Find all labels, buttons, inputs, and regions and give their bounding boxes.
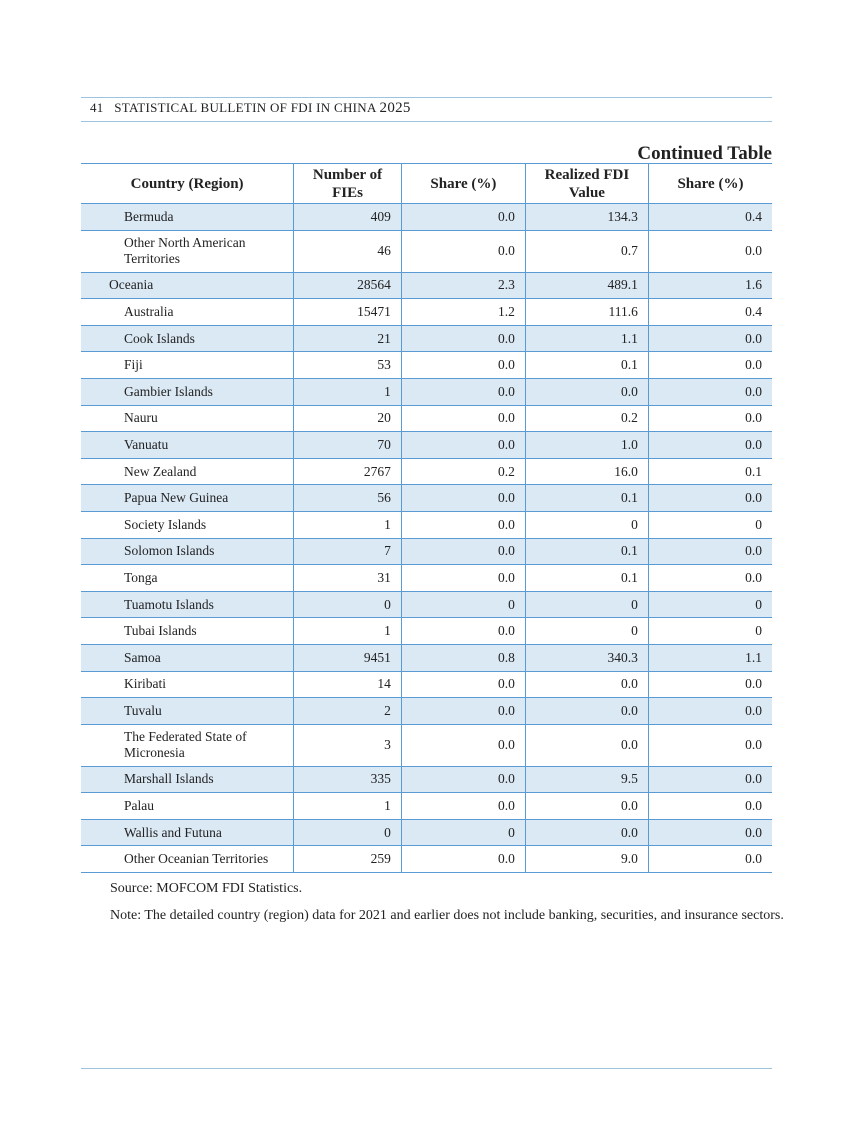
fies-cell: 7 — [294, 538, 402, 565]
country-cell: New Zealand — [81, 458, 294, 485]
fdi-value-cell: 489.1 — [525, 272, 648, 299]
fdi-share-cell: 1.1 — [648, 644, 772, 671]
fdi-share-cell: 0 — [648, 591, 772, 618]
fies-cell: 15471 — [294, 299, 402, 326]
fdi-value-cell: 1.1 — [525, 325, 648, 352]
fdi-share-cell: 0.0 — [648, 432, 772, 459]
fdi-value-cell: 0.0 — [525, 698, 648, 725]
fies-cell: 0 — [294, 819, 402, 846]
country-cell: Australia — [81, 299, 294, 326]
fies-share-cell: 0.0 — [401, 511, 525, 538]
fdi-value-cell: 1.0 — [525, 432, 648, 459]
table-row — [81, 485, 772, 512]
footer-rule — [81, 1068, 772, 1069]
fies-cell: 9451 — [294, 644, 402, 671]
fdi-share-cell: 0.4 — [648, 204, 772, 231]
table-row — [81, 405, 772, 432]
fies-cell: 31 — [294, 565, 402, 592]
fdi-share-cell: 0.0 — [648, 766, 772, 793]
fdi-share-cell: 0.0 — [648, 378, 772, 405]
fies-cell: 1 — [294, 511, 402, 538]
fdi-share-cell: 0.0 — [648, 724, 772, 766]
fdi-value-cell: 0.0 — [525, 793, 648, 820]
fies-cell: 335 — [294, 766, 402, 793]
publication-year: 2025 — [379, 100, 411, 116]
fies-share-cell: 1.2 — [401, 299, 525, 326]
col-share-fdi: Share (%) — [648, 164, 772, 204]
table-row — [81, 204, 772, 231]
fies-share-cell: 0.0 — [401, 352, 525, 379]
fdi-share-cell: 0.0 — [648, 565, 772, 592]
fies-share-cell: 0.8 — [401, 644, 525, 671]
col-country: Country (Region) — [81, 164, 294, 204]
fies-cell: 46 — [294, 230, 402, 272]
table-header-row — [81, 164, 772, 204]
col-fies: Number of FIEs — [294, 164, 402, 204]
fdi-value-cell: 0.0 — [525, 819, 648, 846]
country-cell: The Federated State of Micronesia — [81, 724, 294, 766]
fies-share-cell: 0.0 — [401, 793, 525, 820]
fies-cell: 1 — [294, 618, 402, 645]
fies-cell: 1 — [294, 793, 402, 820]
fies-share-cell: 0.0 — [401, 846, 525, 873]
header-rule-top — [81, 97, 772, 98]
table-row — [81, 793, 772, 820]
table-row — [81, 644, 772, 671]
fdi-value-cell: 0.1 — [525, 352, 648, 379]
table-row — [81, 766, 772, 793]
publication-title: STATISTICAL BULLETIN OF FDI IN CHINA — [114, 100, 376, 115]
fdi-value-cell: 0 — [525, 591, 648, 618]
fies-cell: 28564 — [294, 272, 402, 299]
fdi-value-cell: 9.5 — [525, 766, 648, 793]
fies-share-cell: 0.0 — [401, 618, 525, 645]
page-number: 41 — [90, 100, 104, 115]
country-cell: Other Oceanian Territories — [81, 846, 294, 873]
fies-cell: 21 — [294, 325, 402, 352]
fdi-value-cell: 111.6 — [525, 299, 648, 326]
fies-share-cell: 0.0 — [401, 485, 525, 512]
col-fdi-value: Realized FDI Value — [525, 164, 648, 204]
table-row — [81, 378, 772, 405]
table-row — [81, 230, 772, 272]
fdi-value-cell: 9.0 — [525, 846, 648, 873]
fdi-share-cell: 0.0 — [648, 793, 772, 820]
fies-share-cell: 0.0 — [401, 766, 525, 793]
fies-share-cell: 0.0 — [401, 230, 525, 272]
fdi-value-cell: 340.3 — [525, 644, 648, 671]
fdi-value-cell: 0.2 — [525, 405, 648, 432]
table-row — [81, 671, 772, 698]
fies-cell: 0 — [294, 591, 402, 618]
source-note: Source: MOFCOM FDI Statistics. — [110, 881, 303, 896]
fdi-value-cell: 0.0 — [525, 724, 648, 766]
fdi-share-cell: 0.0 — [648, 325, 772, 352]
fies-share-cell: 0.0 — [401, 405, 525, 432]
country-cell: Bermuda — [81, 204, 294, 231]
country-cell: Gambier Islands — [81, 378, 294, 405]
fies-share-cell: 0.0 — [401, 724, 525, 766]
fdi-share-cell: 0.0 — [648, 485, 772, 512]
table-row — [81, 591, 772, 618]
fies-share-cell: 0.0 — [401, 432, 525, 459]
country-cell: Oceania — [81, 272, 294, 299]
fies-cell: 2767 — [294, 458, 402, 485]
fies-share-cell: 0.0 — [401, 538, 525, 565]
fdi-share-cell: 0.0 — [648, 352, 772, 379]
fdi-value-cell: 0.0 — [525, 378, 648, 405]
fdi-share-cell: 0.0 — [648, 819, 772, 846]
table-row — [81, 565, 772, 592]
fies-cell: 259 — [294, 846, 402, 873]
country-cell: Other North American Territories — [81, 230, 294, 272]
fdi-value-cell: 0.7 — [525, 230, 648, 272]
table-row — [81, 352, 772, 379]
table-row — [81, 618, 772, 645]
fies-cell: 1 — [294, 378, 402, 405]
table-row — [81, 325, 772, 352]
fies-share-cell: 0.0 — [401, 565, 525, 592]
fdi-share-cell: 1.6 — [648, 272, 772, 299]
fies-cell: 2 — [294, 698, 402, 725]
country-cell: Tonga — [81, 565, 294, 592]
fdi-value-cell: 0.1 — [525, 538, 648, 565]
country-cell: Society Islands — [81, 511, 294, 538]
table-row — [81, 272, 772, 299]
country-cell: Tuvalu — [81, 698, 294, 725]
table-row — [81, 458, 772, 485]
fdi-share-cell: 0.0 — [648, 698, 772, 725]
fies-share-cell: 0 — [401, 819, 525, 846]
fdi-share-cell: 0.0 — [648, 671, 772, 698]
fies-cell: 56 — [294, 485, 402, 512]
country-cell: Kiribati — [81, 671, 294, 698]
table-caption: Continued Table — [637, 143, 772, 164]
header-rule-bottom — [81, 121, 772, 122]
fdi-share-cell: 0.0 — [648, 846, 772, 873]
fies-cell: 53 — [294, 352, 402, 379]
country-cell: Fiji — [81, 352, 294, 379]
country-cell: Tubai Islands — [81, 618, 294, 645]
country-cell: Cook Islands — [81, 325, 294, 352]
fdi-share-cell: 0.0 — [648, 230, 772, 272]
fdi-value-cell: 0.1 — [525, 565, 648, 592]
fdi-share-cell: 0.0 — [648, 538, 772, 565]
table-row — [81, 846, 772, 873]
fies-cell: 409 — [294, 204, 402, 231]
table-row — [81, 299, 772, 326]
fies-share-cell: 0.2 — [401, 458, 525, 485]
fdi-share-cell: 0 — [648, 511, 772, 538]
table-row — [81, 432, 772, 459]
country-cell: Samoa — [81, 644, 294, 671]
country-cell: Wallis and Futuna — [81, 819, 294, 846]
fdi-value-cell: 134.3 — [525, 204, 648, 231]
fdi-value-cell: 0 — [525, 511, 648, 538]
footnote: Note: The detailed country (region) data for 2021 and earlier does not include banking, securities, and insurance sectors. — [110, 908, 784, 923]
fdi-value-cell: 0.1 — [525, 485, 648, 512]
table-row — [81, 724, 772, 766]
country-cell: Papua New Guinea — [81, 485, 294, 512]
country-cell: Vanuatu — [81, 432, 294, 459]
fdi-share-cell: 0.1 — [648, 458, 772, 485]
table-row — [81, 511, 772, 538]
fies-cell: 14 — [294, 671, 402, 698]
table-row — [81, 819, 772, 846]
country-cell: Marshall Islands — [81, 766, 294, 793]
fdi-value-cell: 0 — [525, 618, 648, 645]
fies-share-cell: 0.0 — [401, 671, 525, 698]
table-row — [81, 538, 772, 565]
fies-share-cell: 0.0 — [401, 325, 525, 352]
fdi-share-cell: 0.0 — [648, 405, 772, 432]
fdi-value-cell: 0.0 — [525, 671, 648, 698]
country-cell: Solomon Islands — [81, 538, 294, 565]
fies-cell: 70 — [294, 432, 402, 459]
table-row — [81, 698, 772, 725]
col-share-fies: Share (%) — [401, 164, 525, 204]
fdi-table — [81, 163, 772, 873]
country-cell: Palau — [81, 793, 294, 820]
country-cell: Tuamotu Islands — [81, 591, 294, 618]
fdi-value-cell: 16.0 — [525, 458, 648, 485]
country-cell: Nauru — [81, 405, 294, 432]
running-header — [90, 100, 411, 117]
fies-share-cell: 0 — [401, 591, 525, 618]
fdi-share-cell: 0.4 — [648, 299, 772, 326]
fies-share-cell: 0.0 — [401, 204, 525, 231]
fies-share-cell: 2.3 — [401, 272, 525, 299]
fies-share-cell: 0.0 — [401, 698, 525, 725]
fdi-share-cell: 0 — [648, 618, 772, 645]
fies-share-cell: 0.0 — [401, 378, 525, 405]
fies-cell: 20 — [294, 405, 402, 432]
fies-cell: 3 — [294, 724, 402, 766]
